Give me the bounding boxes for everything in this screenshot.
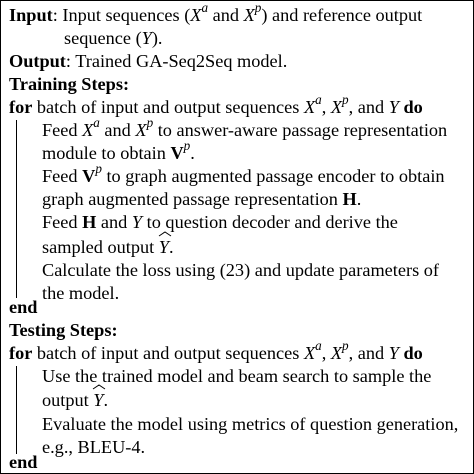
- training-step-2: Feed $V^p$ to graph augmented passage encoder to obtain: [42, 160, 445, 186]
- training-step-4: Calculate the loss using (23) and update parameters of: [42, 260, 439, 280]
- training-end: end: [9, 297, 38, 317]
- testing-heading: Testing Steps:: [9, 320, 118, 340]
- training-step-3-cont: sampled output Y.: [42, 236, 174, 258]
- training-step-4-cont: the model.: [42, 283, 120, 303]
- testing-for-line: for batch of input and output sequences $X^a$, $X^p$, and Y do: [9, 337, 423, 363]
- training-loop-bar: [16, 120, 17, 298]
- training-heading: Training Steps:: [9, 74, 130, 94]
- testing-step-1: Use the trained model and beam search to sample the: [42, 366, 432, 386]
- output-line: Output: Trained GA-Seq2Seq model.: [9, 51, 288, 71]
- training-step-1: Feed $X^a$ and $X^p$ to answer-aware passage representation: [42, 114, 448, 140]
- input-line-2: sequence (Y).: [64, 28, 163, 48]
- training-step-2-cont: graph augmented passage representation H.: [42, 189, 362, 209]
- training-step-1-cont: module to obtain $V^p$.: [42, 137, 195, 163]
- testing-step-2-cont: e.g., BLEU-4.: [42, 437, 146, 457]
- y-hat: Y: [159, 236, 169, 258]
- testing-step-2: Evaluate the model using metrics of question generation,: [42, 414, 459, 434]
- testing-step-1-cont: output Y.: [42, 389, 108, 411]
- testing-end: end: [9, 452, 38, 472]
- training-step-3: Feed H and Y to question decoder and derive the: [42, 212, 398, 232]
- training-for-line: for batch of input and output sequences $X^a$, $X^p$, and Y do: [9, 91, 423, 117]
- output-label: Output: [9, 51, 66, 71]
- y-hat-test: Y: [93, 389, 103, 411]
- testing-loop-bar: [16, 366, 17, 454]
- input-label: Input: [9, 5, 53, 25]
- input-line-1: Input: Input sequences ($X^a$ and $X^p$) and reference output: [9, 0, 423, 25]
